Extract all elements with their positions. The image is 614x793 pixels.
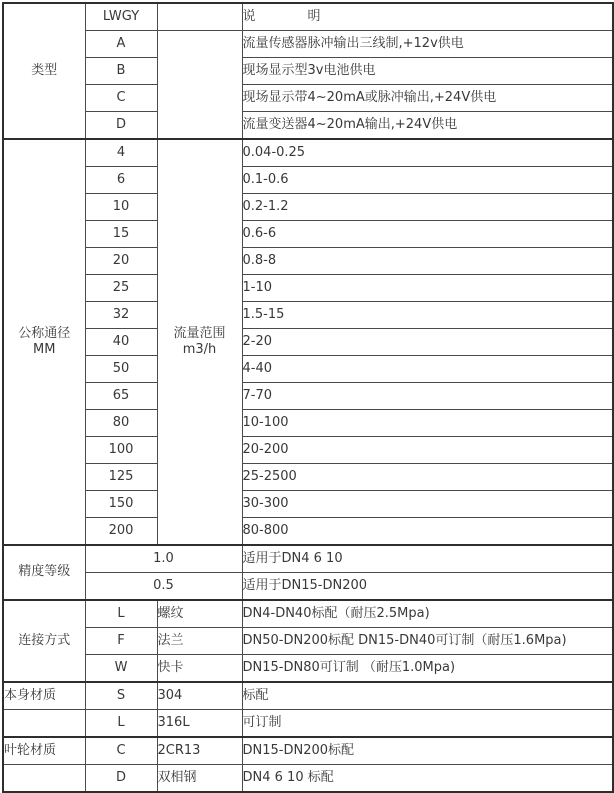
type-desc-cell: 现场显示带4~20mA或脉冲输出,+24V供电 bbox=[242, 85, 613, 112]
flow-range-value-cell: 1-10 bbox=[242, 275, 613, 302]
table-row bbox=[3, 655, 613, 683]
table-row bbox=[3, 221, 613, 248]
connection-code-cell: W bbox=[85, 655, 157, 683]
table-row bbox=[3, 383, 613, 410]
diameter-label-line1: 公称通径 bbox=[18, 325, 71, 341]
flow-range-value-cell: 25-2500 bbox=[242, 464, 613, 491]
table-row bbox=[3, 356, 613, 383]
diameter-section-label bbox=[3, 139, 85, 545]
table-row bbox=[3, 275, 613, 302]
type-desc-cell: 流量变送器4~20mA输出,+24V供电 bbox=[242, 112, 613, 140]
connection-section-label: 连接方式 bbox=[3, 600, 85, 682]
description-header: 说 明 bbox=[242, 3, 613, 31]
connection-code-cell: F bbox=[85, 628, 157, 655]
connection-name-cell: 法兰 bbox=[157, 628, 242, 655]
table-row bbox=[3, 682, 613, 710]
table-row bbox=[3, 194, 613, 221]
body-material-desc-cell: 标配 bbox=[242, 682, 613, 710]
flow-range-value-cell: 0.8-8 bbox=[242, 248, 613, 275]
flow-range-value-cell: 20-200 bbox=[242, 437, 613, 464]
dn-value-cell: 6 bbox=[85, 167, 157, 194]
connection-name-cell: 快卡 bbox=[157, 655, 242, 683]
table-row bbox=[3, 31, 613, 58]
dn-value-cell: 20 bbox=[85, 248, 157, 275]
connection-code-cell: L bbox=[85, 600, 157, 628]
table-row bbox=[3, 3, 613, 31]
flowmeter-spec-table bbox=[2, 2, 614, 793]
dn-value-cell: 4 bbox=[85, 139, 157, 167]
connection-desc-cell: DN15-DN80可订制 （耐压1.0Mpa) bbox=[242, 655, 613, 683]
type-code-cell: D bbox=[85, 112, 157, 140]
table-row bbox=[3, 737, 613, 765]
dn-value-cell: 150 bbox=[85, 491, 157, 518]
connection-desc-cell: DN4-DN40标配（耐压2.5Mpa) bbox=[242, 600, 613, 628]
flow-range-value-cell: 80-800 bbox=[242, 518, 613, 546]
flow-range-label-line1: 流量范围 bbox=[173, 325, 226, 341]
type-mid-merged-empty-cell bbox=[157, 31, 242, 140]
table-row bbox=[3, 518, 613, 546]
table-row bbox=[3, 302, 613, 329]
dn-value-cell: 40 bbox=[85, 329, 157, 356]
table-row bbox=[3, 329, 613, 356]
body-material-empty-label-cell bbox=[3, 710, 85, 738]
flow-range-label-line2: m3/h bbox=[182, 342, 217, 357]
dn-value-cell: 50 bbox=[85, 356, 157, 383]
dn-value-cell: 100 bbox=[85, 437, 157, 464]
table-row bbox=[3, 491, 613, 518]
impeller-material-desc-cell: DN4 6 10 标配 bbox=[242, 765, 613, 793]
table-row bbox=[3, 628, 613, 655]
dn-value-cell: 15 bbox=[85, 221, 157, 248]
body-material-desc-cell: 可订制 bbox=[242, 710, 613, 738]
flow-range-value-cell: 2-20 bbox=[242, 329, 613, 356]
impeller-material-name-cell: 2CR13 bbox=[157, 737, 242, 765]
type-mid-empty-cell bbox=[157, 3, 242, 31]
flow-range-value-cell: 10-100 bbox=[242, 410, 613, 437]
table-row bbox=[3, 167, 613, 194]
table-row bbox=[3, 573, 613, 601]
body-material-name-cell: 316L bbox=[157, 710, 242, 738]
flow-range-value-cell: 1.5-15 bbox=[242, 302, 613, 329]
impeller-material-code-cell: C bbox=[85, 737, 157, 765]
flow-range-value-cell: 0.6-6 bbox=[242, 221, 613, 248]
table-row bbox=[3, 58, 613, 85]
connection-name-cell: 螺纹 bbox=[157, 600, 242, 628]
table-row bbox=[3, 765, 613, 793]
accuracy-value-cell: 1.0 bbox=[85, 545, 242, 573]
table-row bbox=[3, 248, 613, 275]
flow-range-value-cell: 30-300 bbox=[242, 491, 613, 518]
accuracy-value-cell: 0.5 bbox=[85, 573, 242, 601]
dn-value-cell: 125 bbox=[85, 464, 157, 491]
dn-value-cell: 10 bbox=[85, 194, 157, 221]
dn-value-cell: 25 bbox=[85, 275, 157, 302]
type-code-cell: B bbox=[85, 58, 157, 85]
dn-value-cell: 65 bbox=[85, 383, 157, 410]
impeller-material-empty-label-cell bbox=[3, 765, 85, 793]
flow-range-value-cell: 4-40 bbox=[242, 356, 613, 383]
accuracy-desc-cell: 适用于DN4 6 10 bbox=[242, 545, 613, 573]
table-row bbox=[3, 85, 613, 112]
table-row bbox=[3, 437, 613, 464]
flow-range-value-cell: 0.1-0.6 bbox=[242, 167, 613, 194]
body-material-section-label: 本身材质 bbox=[3, 682, 85, 710]
table-row bbox=[3, 464, 613, 491]
type-desc-cell: 流量传感器脉冲输出三线制,+12v供电 bbox=[242, 31, 613, 58]
impeller-material-code-cell: D bbox=[85, 765, 157, 793]
flow-range-value-cell: 0.04-0.25 bbox=[242, 139, 613, 167]
type-code-cell: A bbox=[85, 31, 157, 58]
impeller-material-name-cell: 双相钢 bbox=[157, 765, 242, 793]
table-row bbox=[3, 112, 613, 140]
dn-value-cell: 32 bbox=[85, 302, 157, 329]
diameter-label-line2: MM bbox=[33, 342, 56, 357]
type-section-label: 类型 bbox=[3, 3, 85, 139]
model-code-header: LWGY bbox=[85, 3, 157, 31]
dn-value-cell: 80 bbox=[85, 410, 157, 437]
table-row bbox=[3, 545, 613, 573]
flow-range-label bbox=[157, 139, 242, 545]
table-row bbox=[3, 600, 613, 628]
accuracy-desc-cell: 适用于DN15-DN200 bbox=[242, 573, 613, 601]
dn-value-cell: 200 bbox=[85, 518, 157, 546]
type-code-cell: C bbox=[85, 85, 157, 112]
flow-range-value-cell: 7-70 bbox=[242, 383, 613, 410]
table-row bbox=[3, 410, 613, 437]
flow-range-value-cell: 0.2-1.2 bbox=[242, 194, 613, 221]
type-desc-cell: 现场显示型3v电池供电 bbox=[242, 58, 613, 85]
table-row bbox=[3, 710, 613, 738]
accuracy-section-label: 精度等级 bbox=[3, 545, 85, 600]
connection-desc-cell: DN50-DN200标配 DN15-DN40可订制（耐压1.6Mpa) bbox=[242, 628, 613, 655]
body-material-code-cell: L bbox=[85, 710, 157, 738]
table-row bbox=[3, 139, 613, 167]
body-material-code-cell: S bbox=[85, 682, 157, 710]
impeller-material-section-label: 叶轮材质 bbox=[3, 737, 85, 765]
body-material-name-cell: 304 bbox=[157, 682, 242, 710]
impeller-material-desc-cell: DN15-DN200标配 bbox=[242, 737, 613, 765]
